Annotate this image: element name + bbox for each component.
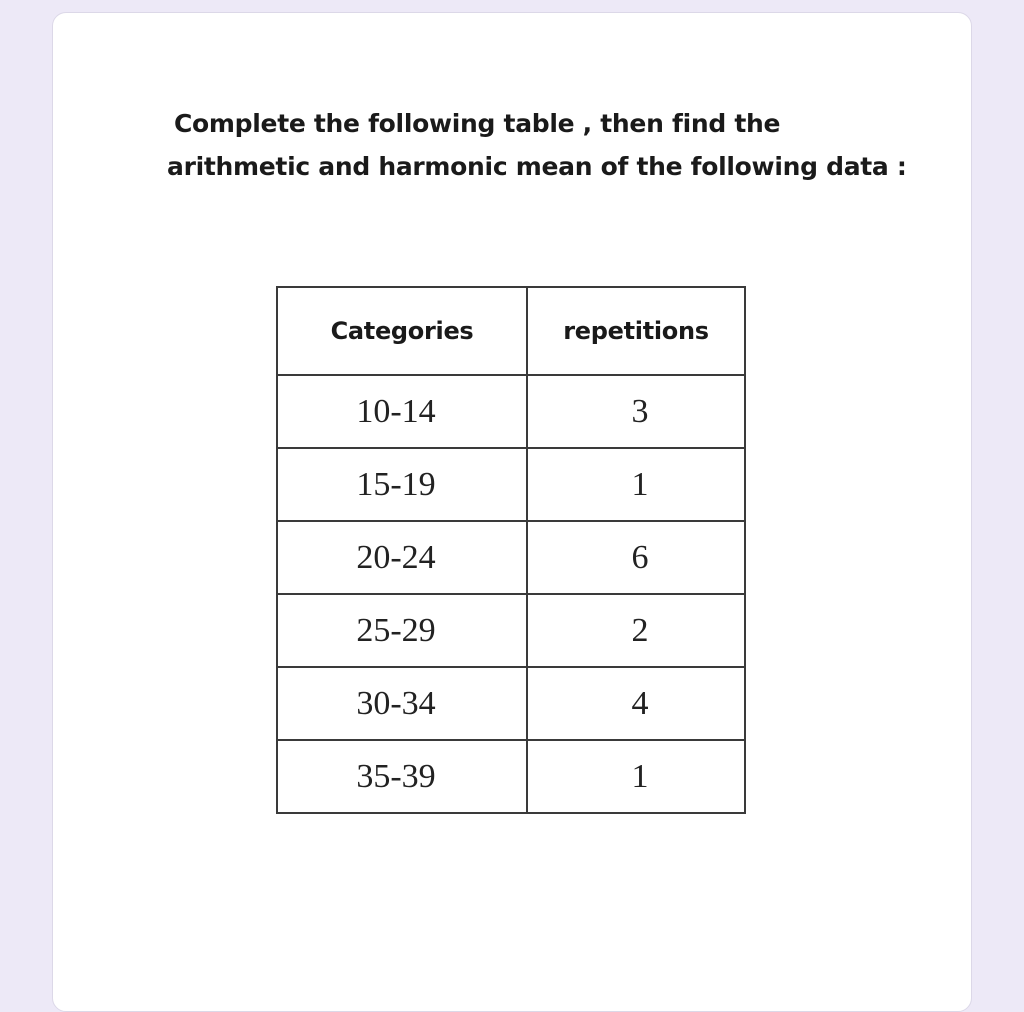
category-cell: 15-19	[277, 448, 527, 521]
category-cell: 35-39	[277, 740, 527, 813]
question-text	[53, 13, 973, 213]
table-row	[277, 667, 745, 740]
category-cell: 20-24	[277, 521, 527, 594]
header-categories: Categories	[277, 287, 527, 375]
category-cell: 30-34	[277, 667, 527, 740]
question-card	[52, 12, 972, 1012]
table-row	[277, 448, 745, 521]
table-row	[277, 594, 745, 667]
repetitions-cell: 2	[527, 594, 745, 667]
repetitions-cell: 3	[527, 375, 745, 448]
question-line-1: Complete the following table , then find the	[174, 109, 781, 138]
repetitions-cell: 1	[527, 740, 745, 813]
question-line-2: arithmetic and harmonic mean of the following data :	[167, 152, 907, 181]
repetitions-cell: 1	[527, 448, 745, 521]
table-row	[277, 740, 745, 813]
repetitions-cell: 4	[527, 667, 745, 740]
category-cell: 10-14	[277, 375, 527, 448]
table-header-row	[277, 287, 745, 375]
table-row	[277, 521, 745, 594]
frequency-table	[276, 286, 746, 814]
table-row	[277, 375, 745, 448]
repetitions-cell: 6	[527, 521, 745, 594]
category-cell: 25-29	[277, 594, 527, 667]
header-repetitions: repetitions	[527, 287, 745, 375]
